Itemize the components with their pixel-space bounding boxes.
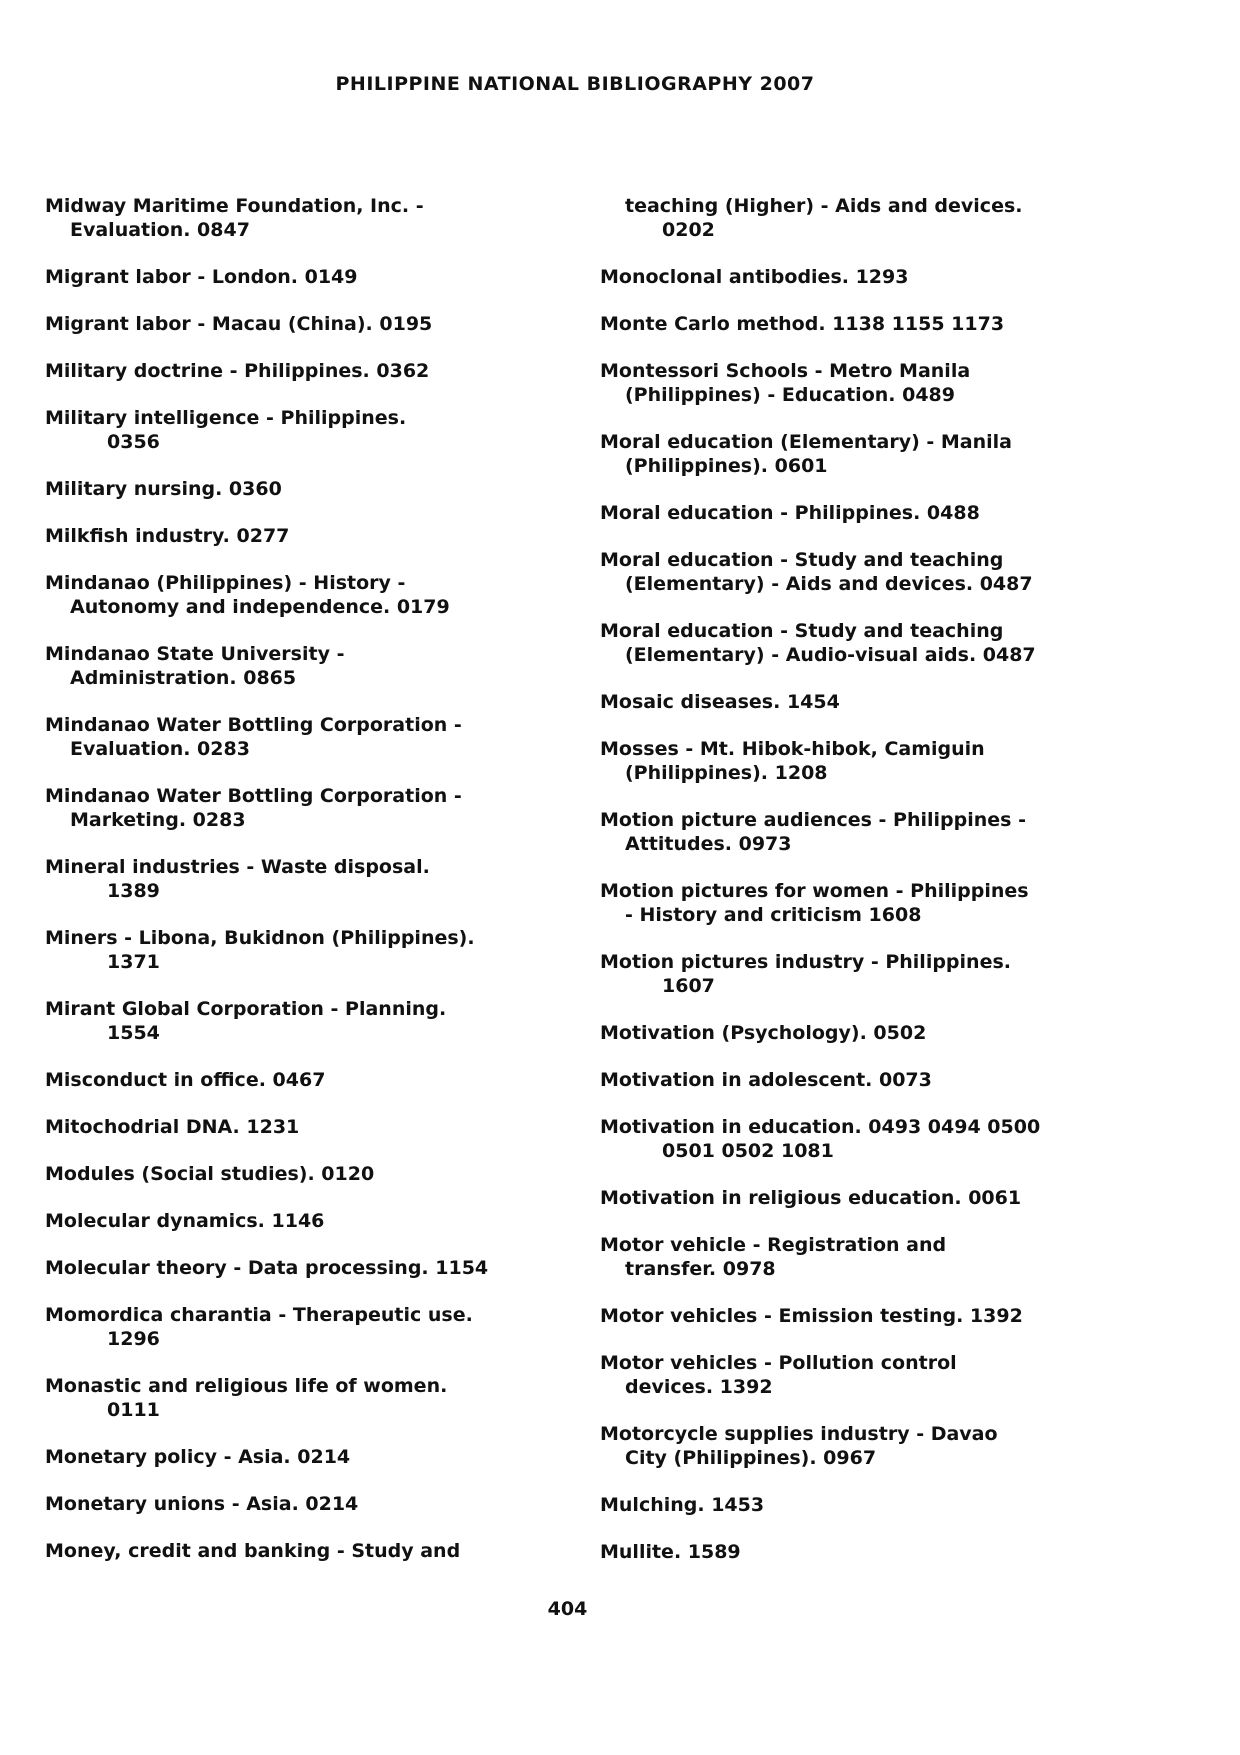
index-entry-heading: Monastic and religious life of women. bbox=[45, 1375, 448, 1397]
index-entry-continuation: 0356 bbox=[107, 431, 160, 453]
index-entry-heading: Moral education (Elementary) - Manila bbox=[600, 431, 1012, 453]
index-entry bbox=[600, 1422, 1120, 1470]
index-entry-heading: Mineral industries - Waste disposal. bbox=[45, 856, 430, 878]
index-entry-heading: Military nursing. 0360 bbox=[45, 478, 282, 500]
index-entry bbox=[45, 406, 565, 454]
index-entry bbox=[45, 926, 565, 974]
index-entry bbox=[600, 950, 1120, 998]
index-entry-heading: Motorcycle supplies industry - Davao bbox=[600, 1423, 998, 1445]
index-entry bbox=[45, 1539, 565, 1563]
index-entry bbox=[45, 571, 565, 619]
index-entry bbox=[600, 737, 1120, 785]
index-entry-continuation: City (Philippines). 0967 bbox=[625, 1447, 877, 1469]
index-entry bbox=[600, 619, 1120, 667]
index-entry-heading: Motivation in education. 0493 0494 0500 bbox=[600, 1116, 1041, 1138]
index-entry-heading: Mosses - Mt. Hibok-hibok, Camiguin bbox=[600, 738, 985, 760]
index-entry bbox=[45, 713, 565, 761]
index-entry-heading: Moral education - Study and teaching bbox=[600, 549, 1004, 571]
index-entry-heading: Mindanao Water Bottling Corporation - bbox=[45, 785, 462, 807]
index-entry bbox=[45, 784, 565, 832]
index-entry-heading: Milkfish industry. 0277 bbox=[45, 525, 290, 547]
index-entry bbox=[600, 548, 1120, 596]
index-entry-heading: Moral education - Philippines. 0488 bbox=[600, 502, 980, 524]
index-entry-heading: Mitochodrial DNA. 1231 bbox=[45, 1116, 300, 1138]
index-column-right bbox=[600, 194, 1120, 1587]
index-entry bbox=[45, 1374, 565, 1422]
index-entry-continuation: 1607 bbox=[662, 975, 715, 997]
index-entry bbox=[600, 1115, 1120, 1163]
index-entry-heading: Mosaic diseases. 1454 bbox=[600, 691, 840, 713]
index-entry-continuation: (Elementary) - Audio-visual aids. 0487 bbox=[625, 644, 1036, 666]
index-entry-heading: Molecular dynamics. 1146 bbox=[45, 1210, 325, 1232]
index-entry bbox=[45, 477, 565, 501]
index-entry bbox=[600, 1351, 1120, 1399]
index-entry-heading: Monte Carlo method. 1138 1155 1173 bbox=[600, 313, 1005, 335]
index-entry-heading: Misconduct in office. 0467 bbox=[45, 1069, 326, 1091]
index-entry-heading: Military intelligence - Philippines. bbox=[45, 407, 407, 429]
index-entry-heading: Motion pictures for women - Philippines bbox=[600, 880, 1029, 902]
index-entry bbox=[600, 879, 1120, 927]
index-entry-continuation: 1371 bbox=[107, 951, 160, 973]
index-entry-continuation: (Philippines). 0601 bbox=[625, 455, 828, 477]
index-entry-heading: Mindanao (Philippines) - History - bbox=[45, 572, 406, 594]
index-entry-heading: Migrant labor - London. 0149 bbox=[45, 266, 358, 288]
index-entry-heading: Miners - Libona, Bukidnon (Philippines). bbox=[45, 927, 475, 949]
index-entry bbox=[45, 1256, 565, 1280]
index-entry-heading: Military doctrine - Philippines. 0362 bbox=[45, 360, 430, 382]
index-entry bbox=[45, 1303, 565, 1351]
index-entry bbox=[45, 1162, 565, 1186]
index-entry-heading: Motivation in adolescent. 0073 bbox=[600, 1069, 932, 1091]
index-entry-heading: Moral education - Study and teaching bbox=[600, 620, 1004, 642]
index-entry-continuation: 1389 bbox=[107, 880, 160, 902]
index-entry bbox=[600, 194, 1120, 242]
index-entry-continuation: 0111 bbox=[107, 1399, 160, 1421]
index-entry-heading: Money, credit and banking - Study and bbox=[45, 1540, 461, 1562]
index-entry-heading: Monoclonal antibodies. 1293 bbox=[600, 266, 909, 288]
index-entry-heading: Mirant Global Corporation - Planning. bbox=[45, 998, 447, 1020]
index-entry bbox=[600, 1021, 1120, 1045]
index-entry-continuation: Attitudes. 0973 bbox=[625, 833, 792, 855]
index-entry bbox=[600, 808, 1120, 856]
index-entry bbox=[600, 312, 1120, 336]
index-entry bbox=[600, 430, 1120, 478]
index-entry bbox=[600, 501, 1120, 525]
index-entry bbox=[45, 312, 565, 336]
index-entry-heading: Motor vehicles - Pollution control bbox=[600, 1352, 957, 1374]
index-entry bbox=[45, 1492, 565, 1516]
index-entry-heading: Midway Maritime Foundation, Inc. - bbox=[45, 195, 424, 217]
index-entry-heading: Montessori Schools - Metro Manila bbox=[600, 360, 971, 382]
index-entry-heading: Motivation in religious education. 0061 bbox=[600, 1187, 1022, 1209]
index-entry bbox=[45, 265, 565, 289]
index-entry-heading: Mindanao Water Bottling Corporation - bbox=[45, 714, 462, 736]
index-entry-continuation: 0501 0502 1081 bbox=[662, 1140, 834, 1162]
index-entry bbox=[45, 997, 565, 1045]
index-entry-heading: Mindanao State University - bbox=[45, 643, 345, 665]
index-entry bbox=[600, 1233, 1120, 1281]
index-entry-heading: Modules (Social studies). 0120 bbox=[45, 1163, 375, 1185]
index-entry bbox=[45, 1209, 565, 1233]
index-entry bbox=[45, 1445, 565, 1469]
index-entry-heading: Motor vehicles - Emission testing. 1392 bbox=[600, 1305, 1023, 1327]
index-entry-continuation: (Philippines) - Education. 0489 bbox=[625, 384, 955, 406]
index-entry bbox=[45, 524, 565, 548]
index-entry-heading: Mulching. 1453 bbox=[600, 1494, 765, 1516]
index-entry-continuation: Administration. 0865 bbox=[70, 667, 297, 689]
index-entry bbox=[45, 855, 565, 903]
index-entry bbox=[600, 265, 1120, 289]
index-entry bbox=[45, 194, 565, 242]
page-number: 404 bbox=[547, 1598, 588, 1620]
index-entry-continuation: 0202 bbox=[662, 219, 715, 241]
index-entry-continuation: - History and criticism 1608 bbox=[625, 904, 922, 926]
index-entry bbox=[600, 359, 1120, 407]
index-entry-heading: Motivation (Psychology). 0502 bbox=[600, 1022, 927, 1044]
index-entry bbox=[600, 1493, 1120, 1517]
index-entry-heading: Motor vehicle - Registration and bbox=[600, 1234, 947, 1256]
index-entry-heading: teaching (Higher) - Aids and devices. bbox=[625, 195, 1023, 217]
index-entry-heading: Motion picture audiences - Philippines - bbox=[600, 809, 1026, 831]
index-entry bbox=[600, 1540, 1120, 1564]
index-entry-continuation: Evaluation. 0283 bbox=[70, 738, 250, 760]
index-entry-continuation: (Philippines). 1208 bbox=[625, 762, 828, 784]
index-entry bbox=[600, 1068, 1120, 1092]
index-entry bbox=[600, 1304, 1120, 1328]
index-entry-continuation: devices. 1392 bbox=[625, 1376, 773, 1398]
index-entry-continuation: 1296 bbox=[107, 1328, 160, 1350]
index-entry-heading: Monetary policy - Asia. 0214 bbox=[45, 1446, 351, 1468]
page-title: PHILIPPINE NATIONAL BIBLIOGRAPHY 2007 bbox=[335, 73, 815, 95]
index-entry bbox=[600, 1186, 1120, 1210]
index-entry-continuation: 1554 bbox=[107, 1022, 160, 1044]
index-entry-heading: Molecular theory - Data processing. 1154 bbox=[45, 1257, 489, 1279]
index-entry bbox=[45, 1115, 565, 1139]
index-entry-heading: Motion pictures industry - Philippines. bbox=[600, 951, 1011, 973]
index-entry bbox=[600, 690, 1120, 714]
index-entry-heading: Migrant labor - Macau (China). 0195 bbox=[45, 313, 433, 335]
index-entry-continuation: (Elementary) - Aids and devices. 0487 bbox=[625, 573, 1033, 595]
index-column-left bbox=[45, 194, 565, 1586]
index-entry-heading: Mullite. 1589 bbox=[600, 1541, 741, 1563]
index-entry-continuation: Autonomy and independence. 0179 bbox=[70, 596, 450, 618]
index-entry bbox=[45, 642, 565, 690]
index-entry bbox=[45, 1068, 565, 1092]
index-entry-continuation: transfer. 0978 bbox=[625, 1258, 776, 1280]
index-entry-heading: Momordica charantia - Therapeutic use. bbox=[45, 1304, 473, 1326]
index-entry-continuation: Evaluation. 0847 bbox=[70, 219, 250, 241]
index-entry bbox=[45, 359, 565, 383]
index-entry-continuation: Marketing. 0283 bbox=[70, 809, 246, 831]
index-entry-heading: Monetary unions - Asia. 0214 bbox=[45, 1493, 359, 1515]
